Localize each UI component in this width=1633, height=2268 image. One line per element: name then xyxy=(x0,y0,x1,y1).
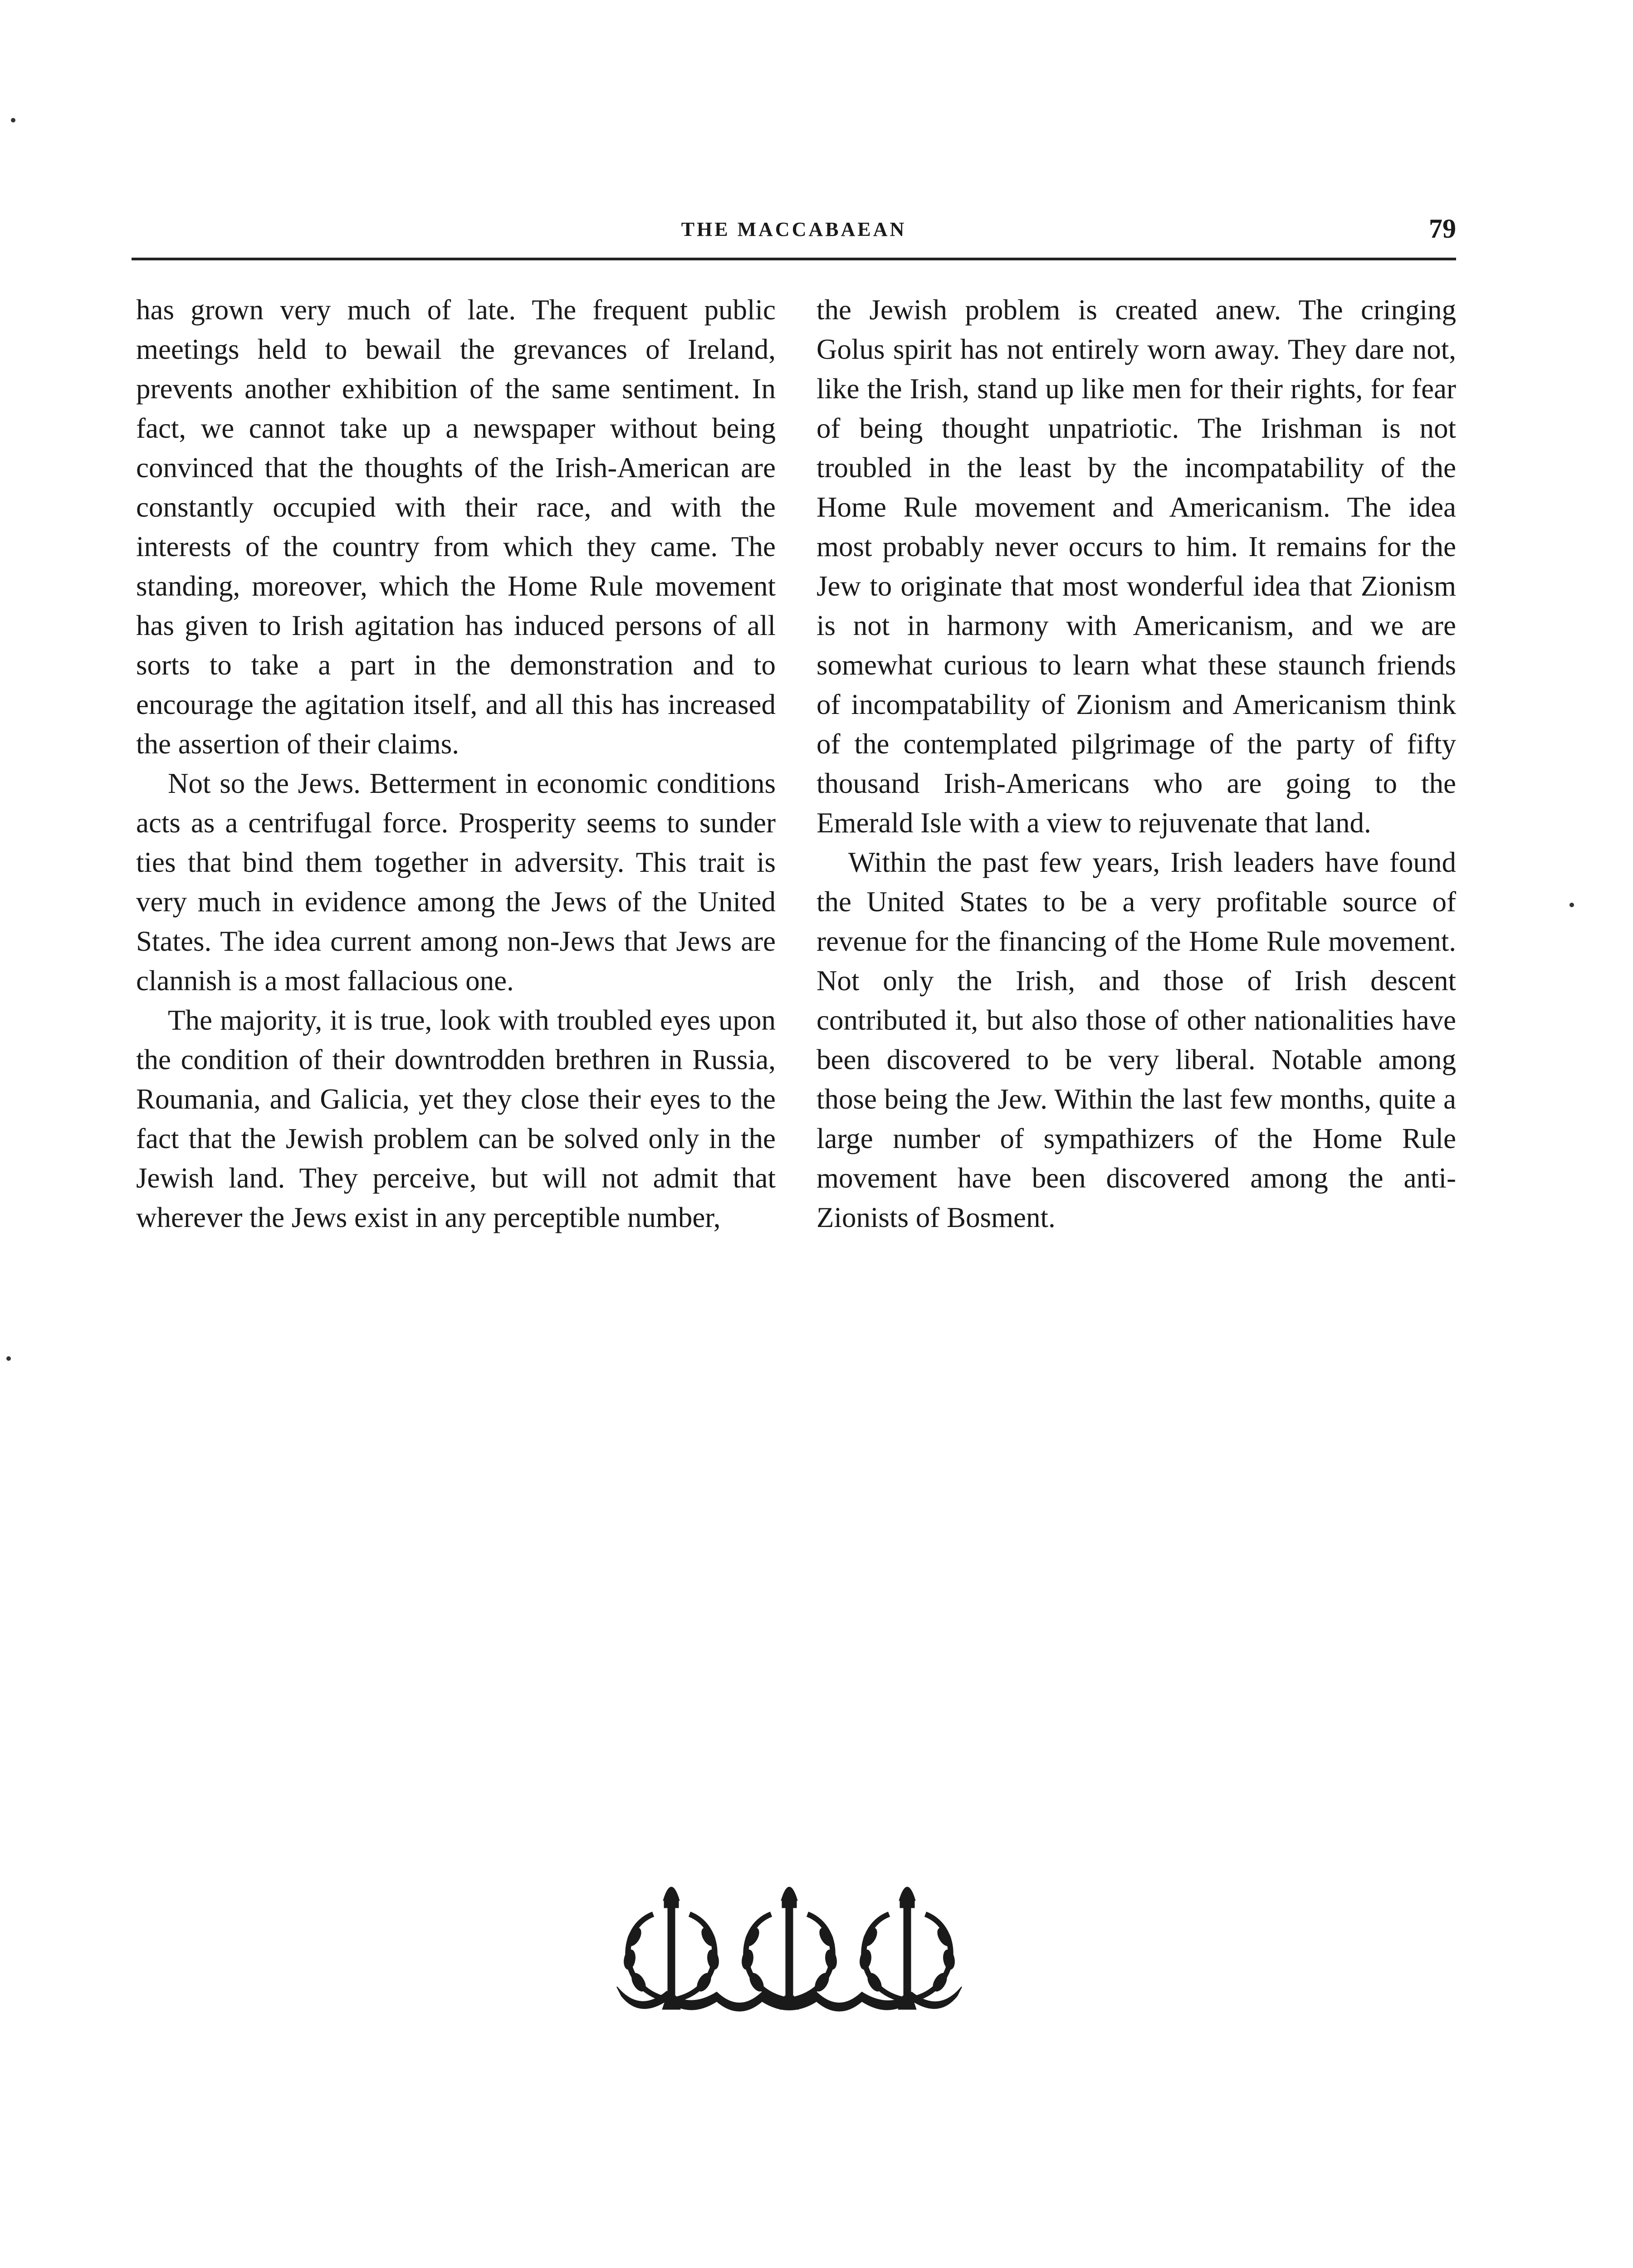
scan-speck xyxy=(1569,903,1574,907)
paragraph: Not so the Jews. Betterment in economic conditions acts as a centrifugal force. Prosperity seems to sunder ties that bind them together in adversity. This trait is very much in evidence among the Jews of the United States. The idea current among non-Jews that Jews are clannish is a most fallacious one. xyxy=(136,767,776,997)
scan-speck xyxy=(6,1356,11,1361)
left-column xyxy=(136,290,776,1237)
paragraph: Within the past few years, Irish leaders have found the United States to be a very profitable source of revenue for the financing of the Home Rule movement. Not only the Irish, and those of Irish descent contributed it, but also those of other nationalities have been discovered to be very liberal. Notable among those being the Jew. Within the last few months, quite a large number of sympathizers of the Home Rule movement have been discovered among the anti-Zionists of Bosment. xyxy=(816,846,1456,1233)
running-title: THE MACCABAEAN xyxy=(681,218,907,240)
torch-wreath-ornament-icon xyxy=(612,1873,966,2023)
paragraph: has grown very much of late. The frequent public meetings held to bewail the grevances of Ireland, prevents another exhibition of the same sentiment. In fact, we cannot take up a newspaper without being convinced that the thoughts of the Irish-American are constantly occupied with their race, and with the interests of the country from which they came. The standing, moreover, which the Home Rule movement has given to Irish agitation has induced persons of all sorts to take a part in the demonstration and to encourage the agitation itself, and all this has increased the assertion of their claims. xyxy=(136,294,776,760)
header-rule xyxy=(132,258,1456,260)
paragraph: The majority, it is true, look with troubled eyes upon the condition of their downtrodden brethren in Russia, Roumania, and Galicia, yet they close their eyes to the fact that the Jewish problem can be solved only in the Jewish land. They perceive, but will not admit that wherever the Jews exist in any perceptible number, xyxy=(136,1004,776,1233)
right-column xyxy=(816,290,1456,1237)
page-number: 79 xyxy=(1429,214,1456,244)
scan-speck xyxy=(11,118,15,122)
paragraph: the Jewish problem is created anew. The cringing Golus spirit has not entirely worn away. They dare not, like the Irish, stand up like men for their rights, for fear of being thought unpatriotic. The Irishman is not troubled in the least by the incompatability of the Home Rule movement and Americanism. The idea most probably never occurs to him. It remains for the Jew to originate that most wonderful idea that Zionism is not in harmony with Americanism, and we are somewhat curious to learn what these staunch friends of incompatability of Zionism and Americanism think of the contemplated pilgrimage of the party of fifty thousand Irish-Americans who are going to the Emerald Isle with a view to rejuvenate that land. xyxy=(816,294,1456,839)
running-header xyxy=(132,213,1456,249)
